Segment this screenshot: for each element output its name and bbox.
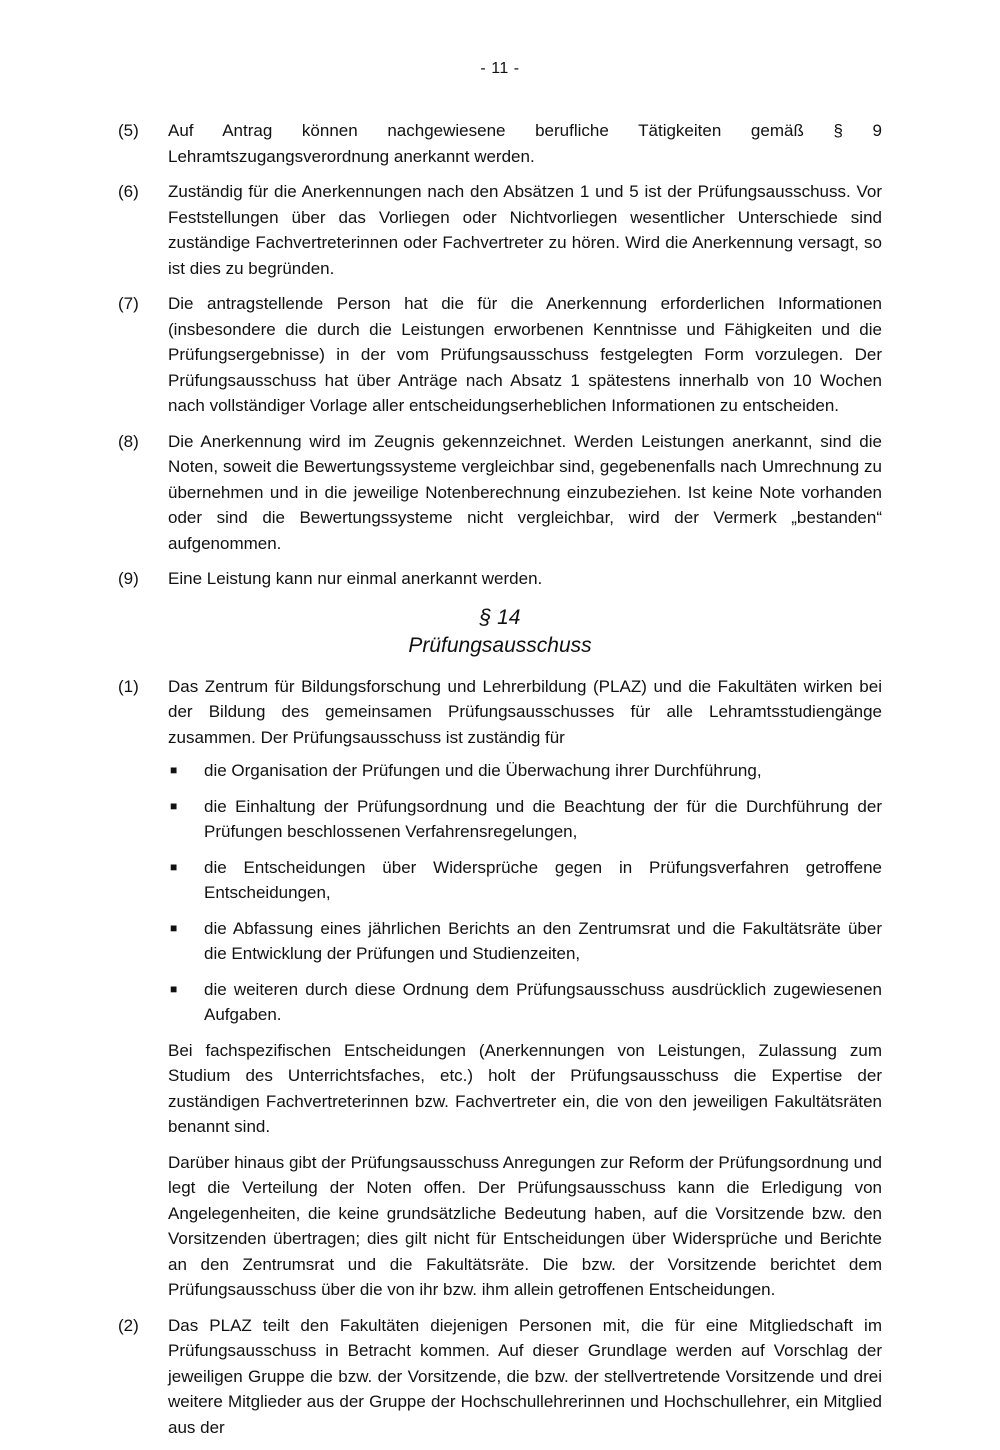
paragraph	[118, 1313, 882, 1441]
list-item-text: die weiteren durch diese Ordnung dem Prüfungsausschuss ausdrücklich zugewiesenen Aufgaben.	[204, 979, 882, 1024]
square-bullet-icon: ■	[170, 859, 178, 874]
document-body	[118, 118, 882, 1450]
paragraph-number: (7)	[118, 294, 139, 313]
list-item-text: die Organisation der Prüfungen und die Überwachung ihrer Durchführung,	[204, 761, 762, 780]
section-number: § 14	[479, 605, 521, 629]
paragraph	[118, 566, 882, 592]
paragraph-text: Die Anerkennung wird im Zeugnis gekennzeichnet. Werden Leistungen anerkannt, sind die Noten, soweit die Bewertungssysteme vergleichbar sind, gegebenenfalls nach Umrechnung zu übernehmen und in die jeweilige Notenberechnung einzubeziehen. Ist keine Note vorhanden oder sind die Bewertungssysteme nicht vergleichbar, wird der Vermerk „bestanden“ aufgenommen.	[168, 431, 882, 553]
paragraph	[118, 674, 882, 1303]
paragraphs-top	[118, 118, 882, 592]
paragraph-number: (2)	[118, 1315, 139, 1335]
section-heading	[118, 604, 882, 660]
list-item-text: die Einhaltung der Prüfungsordnung und die Beachtung der für die Durchführung der Prüfungen beschlossenen Verfahrensregelungen,	[204, 796, 882, 841]
list-item-text: die Entscheidungen über Widersprüche gegen in Prüfungsverfahren getroffene Entscheidungen,	[204, 857, 882, 902]
paragraph-text: Zuständig für die Anerkennungen nach den Absätzen 1 und 5 ist der Prüfungsausschuss. Vor Feststellungen über das Vorliegen oder Nichtvorliegen wesentlicher Unterschiede sind zuständige Fachvertreterinnen oder Fachvertreter zu hören. Wird die Anerkennung versagt, so ist dies zu begründen.	[168, 182, 882, 278]
list-item	[168, 855, 882, 906]
paragraph-text: Das PLAZ teilt den Fakultäten diejenigen Personen mit, die für eine Mitgliedschaft im Prüfungsausschuss in Betracht kommen. Auf dieser Grundlage werden auf Vorschlag der jeweiligen Gruppe die bzw. der Vorsitzende, die bzw. der stellvertretende Vorsitzende und drei weitere Mitglieder aus der Gruppe der Hochschullehrerinnen und Hochschullehrer, ein Mitglied aus der	[168, 1315, 882, 1437]
list-item	[168, 977, 882, 1028]
square-bullet-icon: ■	[170, 981, 178, 996]
paragraph-text: Das Zentrum für Bildungsforschung und Lehrerbildung (PLAZ) und die Fakultäten wirken bei der Bildung des gemeinsamen Prüfungsausschusses für alle Lehramtsstudiengänge zusammen. Der Prüfungsausschuss ist zuständig für	[168, 676, 882, 747]
paragraph-followup-text: Darüber hinaus gibt der Prüfungsausschuss Anregungen zur Reform der Prüfungsordnung und legt die Verteilung der Noten offen. Der Prüfungsausschuss kann die Erledigung von Angelegenheiten, die keine grundsätzliche Bedeutung haben, auf die Vorsitzende bzw. den Vorsitzenden übertragen; dies gilt nicht für Entscheidungen über Widersprüche und Berichte an den Zentrumsrat und die Fakultätsräte. Die bzw. der Vorsitzende berichtet dem Prüfungsausschuss über die von ihr bzw. ihm allein getroffenen Entscheidungen.	[168, 1152, 882, 1299]
page-number: - 11 -	[480, 60, 520, 77]
paragraph-number: (9)	[118, 569, 139, 588]
paragraph-number: (8)	[118, 431, 139, 451]
paragraph-number: (6)	[118, 182, 139, 201]
paragraph-text: Auf Antrag können nachgewiesene berufliche Tätigkeiten gemäß § 9 Lehramtszugangsverordnung anerkannt werden.	[168, 121, 882, 166]
list-item	[168, 758, 882, 784]
paragraph	[118, 429, 882, 557]
paragraph-number: (1)	[118, 676, 139, 696]
paragraph	[118, 291, 882, 419]
square-bullet-icon: ■	[170, 920, 178, 935]
square-bullet-icon: ■	[170, 798, 178, 813]
list-item-text: die Abfassung eines jährlichen Berichts an den Zentrumsrat und die Fakultätsräte über die Entwicklung der Prüfungen und Studienzeiten,	[204, 918, 882, 963]
paragraph-number: (5)	[118, 121, 139, 140]
paragraph-followup-text: Bei fachspezifischen Entscheidungen (Anerkennungen von Leistungen, Zulassung zum Studium des Unterrichtsfaches, etc.) holt der Prüfungsausschuss die Expertise der zuständigen Fachvertreterinnen bzw. Fachvertreter ein, die von den jeweiligen Fakultätsräten benannt sind.	[168, 1040, 882, 1136]
paragraph	[118, 179, 882, 281]
square-bullet-icon: ■	[170, 763, 178, 777]
bullet-list	[168, 758, 882, 1028]
paragraph	[118, 118, 882, 169]
paragraph-text: Eine Leistung kann nur einmal anerkannt werden.	[168, 569, 543, 588]
list-item	[168, 794, 882, 845]
list-item	[168, 916, 882, 967]
paragraph-text: Die antragstellende Person hat die für die Anerkennung erforderlichen Informationen (insbesondere die durch die Leistungen erworbenen Kenntnisse und Fähigkeiten und die Prüfungsergebnisse) in der vom Prüfungsausschuss festgelegten Form vorzulegen. Der Prüfungsausschuss hat über Anträge nach Absatz 1 spätestens innerhalb von 10 Wochen nach vollständiger Vorlage aller entscheidungserheblichen Informationen zu entscheiden.	[168, 294, 882, 415]
section-paragraphs	[118, 674, 882, 1441]
section-title: Prüfungsausschuss	[408, 633, 592, 657]
